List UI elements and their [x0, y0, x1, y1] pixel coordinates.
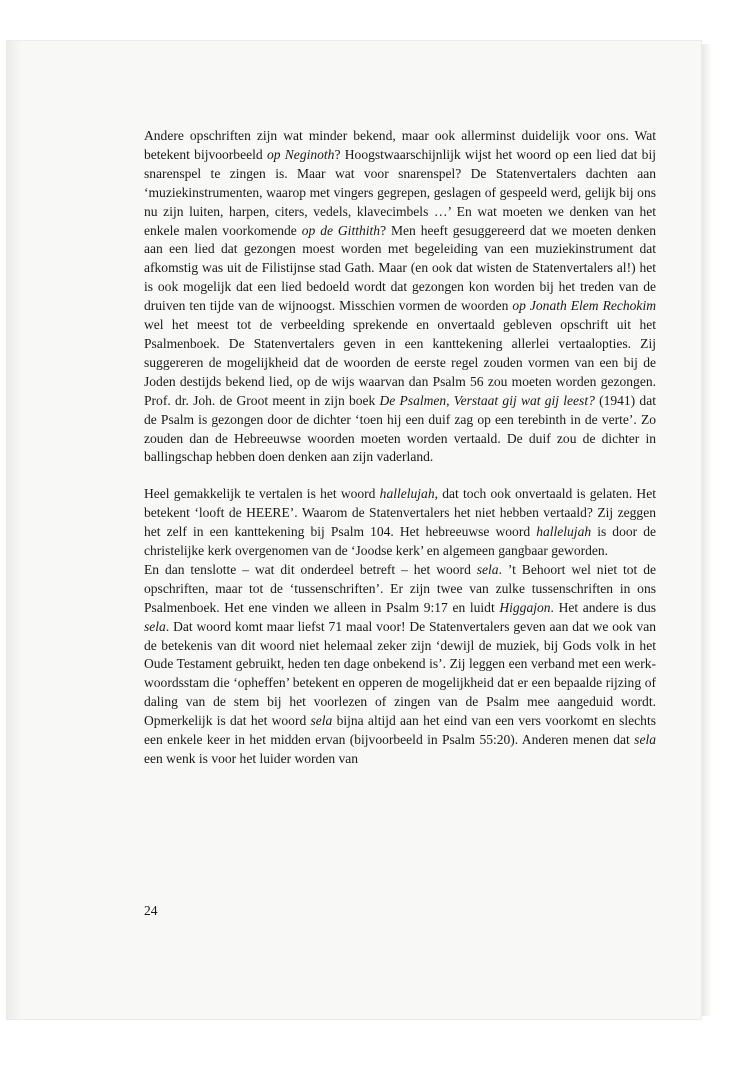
text-run: . ’t Behoort wel niet tot de opschriften, maar tot de ‘tussenschriften’. Er zijn twee van zulke tussenschriften in ons Psalmenboek. Het ene vinden we alleen in Psalm 9:17 en luidt — [144, 561, 657, 615]
page-binding-shadow — [6, 40, 22, 1020]
text-run: (1941) dat de Psalm is gezongen door de dichter ‘toen hij een duif zag op een terebinth in de verte’. Zo zouden dan de Hebreeuwse woorden moeten worden vertaald. De duif zou de dichter in ballingschap hebben doen denken aan zijn vaderland. — [144, 392, 656, 465]
text-run: bijna altijd aan het eind van een vers voorkomt en slechts een enkele keer in het midden ervan (bijvoorbeeld in Psalm 55:20). Anderen menen dat — [144, 713, 656, 748]
text-run: ? Men heeft gesuggereerd dat we moeten denken aan een lied dat gezongen moest worden met begeleiding van een muziekinstrument dat afkomstig was uit de Filistijnse stad Gath. Maar (en ook dat wisten de Statenvertalers al!) het is ook mogelijk dat een lied bedoeld wordt dat gezongen kon worden bij het treden van de druiven ten tijde van de wijnoogst. Misschien vormen de woorden — [144, 222, 656, 314]
italic-term: sela — [310, 713, 333, 729]
italic-term: sela — [144, 618, 166, 634]
page-edge — [702, 44, 712, 1016]
italic-term: op de Gitthith — [301, 222, 381, 238]
paragraph-sela — [144, 561, 656, 769]
text-run: Heel gemakkelijk te vertalen is het woord — [144, 486, 380, 502]
text-run: een wenk is voor het luider worden van — [144, 751, 359, 766]
text-run: is door de christelijke kerk overgenomen van de ‘Joodse kerk’ en algemeen gangbaar geworden. — [144, 524, 656, 559]
page-number: 24 — [144, 903, 158, 918]
text-run: wel het meest tot de verbeelding sprekende en onvertaald gebleven opschrift uit het Psalmenboek. De Statenvertalers geven in een kanttekening allerlei vertaalopties. Zij suggereren de mogelijkheid dat de woorden de eerste regel zouden vormen van een bij de Joden destijds bekend lied, op de wijs waarvan dan Psalm 56 zou moeten worden gezongen. Prof. dr. Joh. de Groot meent in zijn boek — [144, 317, 656, 408]
paragraph-hallelujah — [144, 485, 656, 561]
italic-term: De Psalmen, Verstaat gij wat gij leest? — [379, 392, 595, 408]
text-run: . Het andere is dus — [550, 599, 656, 615]
text-run: . Dat woord komt maar liefst 71 maal voor! De Statenvertalers geven aan dat we ook van de betekenis van dit woord niet helemaal zeker zijn ‘dewijl de muziek, bij Gods volk in het Oude Testament gebruikt, heden ten dage onbekend is’. Zij leggen een verband met een werk-woordsstam die ‘opheffen’ betekent en opperen de mogelijkheid dat er een bepaalde rijzing of daling van de stem bij het voorlezen of zingen van de Psalm mee aangeduid wordt. Opmerkelijk is dat het woord — [144, 618, 656, 729]
italic-term: op Jonath Elem Rechokim — [512, 298, 656, 314]
body-text — [144, 127, 656, 769]
text-run: Andere opschriften zijn wat minder bekend, maar ook allerminst duidelijk voor ons. Wat betekent bijvoorbeeld — [144, 128, 656, 162]
paragraph-opschriften — [144, 127, 656, 467]
italic-term: hallelujah — [379, 486, 435, 502]
italic-term: sela — [634, 732, 656, 748]
text-run: ? Hoogstwaarschijnlijk wijst het woord op een lied dat bij snarenspel te zingen is. Maar wat voor snarenspel? De Statenvertalers dachten aan ‘muziekinstrumenten, waarop met vingers gegrepen, geslagen of gespeeld werd, gelijk bij ons nu zijn luiten, harpen, citers, vedels, klavecimbels …’ En wat moeten we denken van het enkele malen voorkomende — [144, 146, 656, 238]
italic-term: Higgajon — [499, 599, 551, 615]
text-run: , dat toch ook onvertaald is gelaten. Het betekent ‘looft de HEERE’. Waarom de Statenvertalers het niet hebben vertaald? Zij zeggen het zelf in een kanttekening bij Psalm 104. Het hebreeuwse woord — [144, 486, 656, 540]
italic-term: op Neginoth — [266, 146, 335, 162]
italic-term: hallelujah — [536, 524, 592, 540]
italic-term: sela — [476, 561, 499, 577]
text-run: En dan tenslotte – wat dit onderdeel betreft – het woord — [144, 561, 477, 577]
